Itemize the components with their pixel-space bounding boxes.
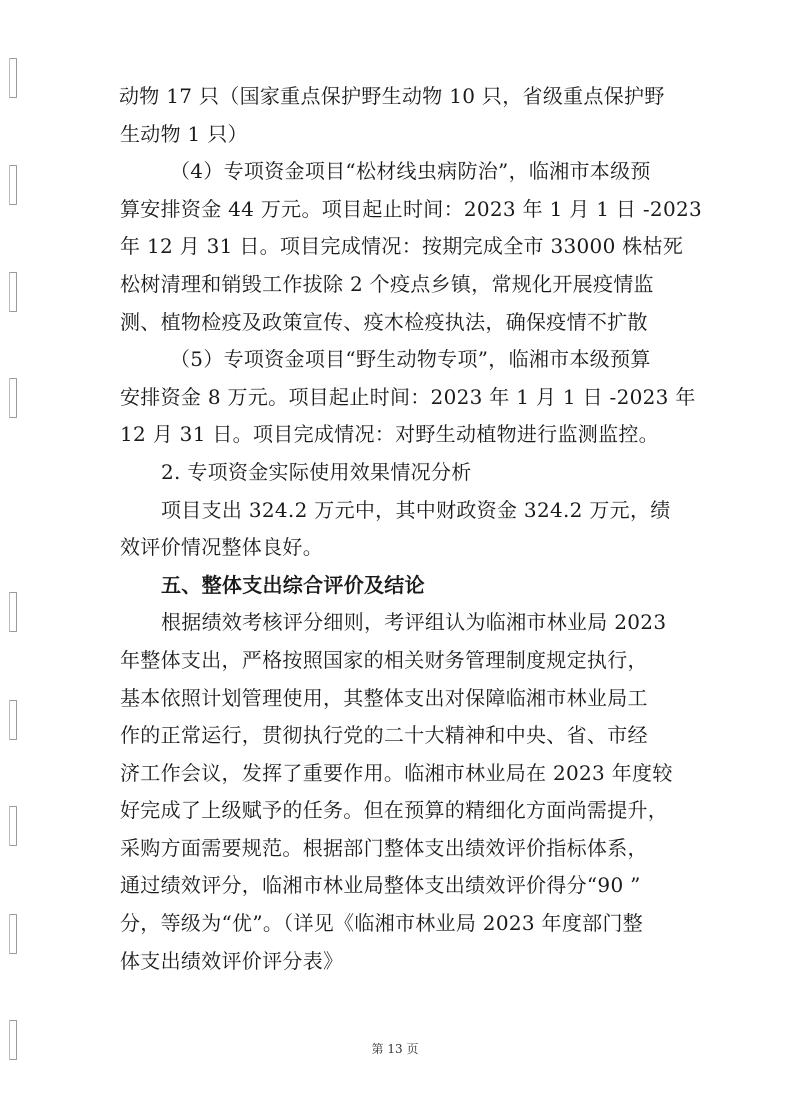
text-line: 松树清理和销毁工作拔除 2 个疫点乡镇，常规化开展疫情监 xyxy=(120,271,654,296)
text-line: 年 12 月 31 日。项目完成情况：按期完成全市 33000 株枯死 xyxy=(120,234,684,259)
binding-mark xyxy=(9,592,17,632)
text-line: 采购方面需要规范。根据部门整体支出绩效评价指标体系， xyxy=(120,835,648,860)
text-line: 效评价情况整体良好。 xyxy=(120,535,323,560)
binding-mark xyxy=(9,378,17,418)
text-line: 动物 17 只（国家重点保护野生动物 10 只，省级重点保护野 xyxy=(119,84,665,108)
section-heading: 五、整体支出综合评价及结论 xyxy=(161,572,425,597)
text-line: 基本依照计划管理使用，其整体支出对保障临湘市林业局工 xyxy=(120,685,648,710)
subheading: 2. 专项资金实际使用效果情况分析 xyxy=(161,459,472,484)
text-line: 好完成了上级赋予的任务。但在预算的精细化方面尚需提升， xyxy=(120,798,669,823)
text-line: 济工作会议，发挥了重要作用。临湘市林业局在 2023 年度较 xyxy=(120,760,673,785)
text-line: 作的正常运行，贯彻执行党的二十大精神和中央、省、市经 xyxy=(120,723,648,748)
text-line: 测、植物检疫及政策宣传、疫木检疫执法，确保疫情不扩散 xyxy=(120,309,648,334)
text-line: 通过绩效评分，临湘市林业局整体支出绩效评价得分“90 ” xyxy=(120,873,641,898)
text-line: 体支出绩效评价评分表》 xyxy=(120,948,344,973)
binding-mark xyxy=(9,700,17,740)
text-line: 生动物 1 只） xyxy=(120,121,248,146)
text-line: 12 月 31 日。项目完成情况：对野生动植物进行监测监控。 xyxy=(120,422,659,447)
paragraph-start-line: （4）专项资金项目“松材线虫病防治”，临湘市本级预 xyxy=(170,159,651,184)
page-number: 第 13 页 xyxy=(371,1042,419,1056)
paragraph-start-line: 项目支出 324.2 万元中，其中财政资金 324.2 万元，绩 xyxy=(161,497,671,522)
binding-mark xyxy=(9,58,17,98)
binding-mark xyxy=(9,272,17,312)
text-line: 安排资金 8 万元。项目起止时间：2023 年 1 月 1 日 -2023 年 xyxy=(120,384,696,409)
paragraph-start-line: （5）专项资金项目“野生动物专项”，临湘市本级预算 xyxy=(170,347,651,372)
text-line: 分，等级为“优”。（详见《临湘市林业局 2023 年度部门整 xyxy=(120,911,644,936)
paragraph-start-line: 根据绩效考核评分细则，考评组认为临湘市林业局 2023 xyxy=(161,610,667,635)
text-line: 算安排资金 44 万元。项目起止时间：2023 年 1 月 1 日 -2023 xyxy=(120,196,703,221)
document-page xyxy=(119,78,703,980)
text-line: 年整体支出，严格按照国家的相关财务管理制度规定执行， xyxy=(120,647,648,672)
binding-mark xyxy=(9,806,17,846)
binding-mark xyxy=(9,914,17,954)
binding-mark xyxy=(9,165,17,205)
